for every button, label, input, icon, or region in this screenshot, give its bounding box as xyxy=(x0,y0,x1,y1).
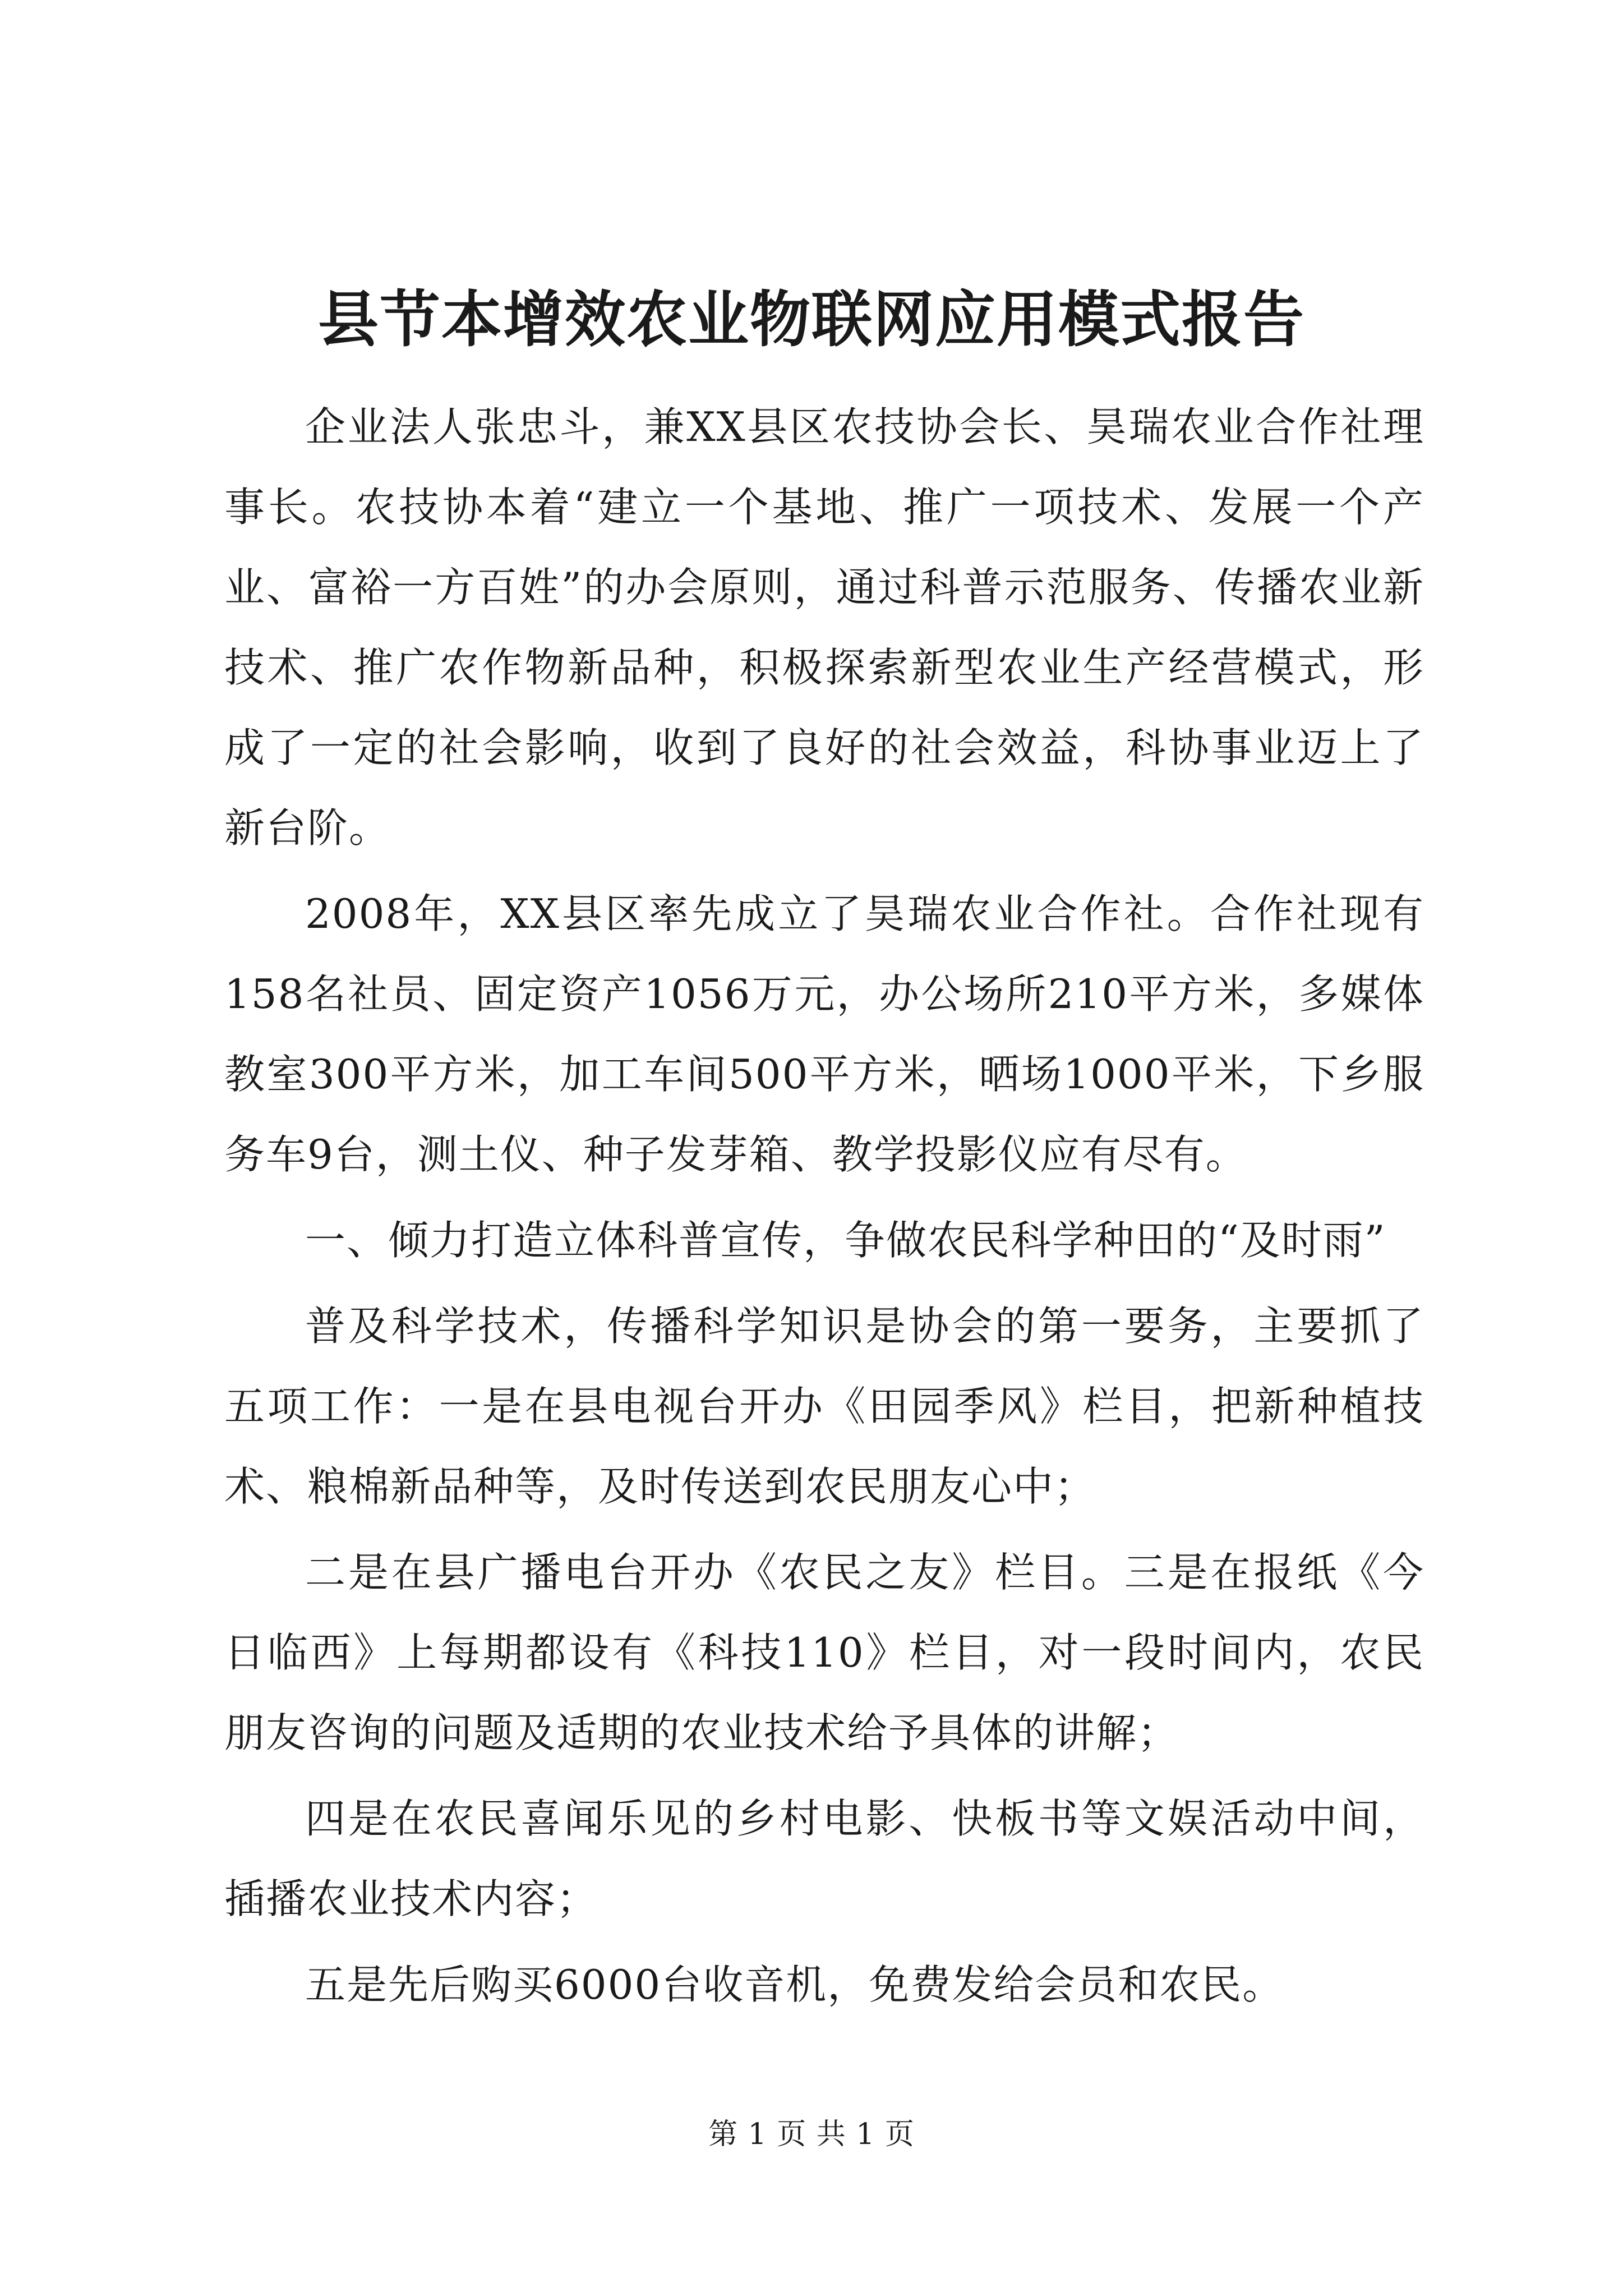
paragraph-6: 五是先后购买6000台收音机，免费发给会员和农民。 xyxy=(305,1961,1284,2008)
document-body xyxy=(224,387,1424,2031)
paragraph-5: 四是在农民喜闻乐见的乡村电影、快板书等文娱活动中间，插播农业技术内容； xyxy=(224,1795,1424,1922)
paragraph-2: 2008年，XX县区率先成立了昊瑞农业合作社。合作社现有158名社员、固定资产1056万元，办公场所210平方米，多媒体教室300平方米，加工车间500平方米，晒场1000平米，下乡服务车9台，测土仪、种子发芽箱、教学投影仪应有尽有。 xyxy=(224,890,1424,1178)
document-title: 县节本增效农业物联网应用模式报告 xyxy=(317,284,1305,355)
paragraph-4: 二是在县广播电台开办《农民之友》栏目。三是在报纸《今日临西》上每期都设有《科技110》栏目，对一段时间内，农民朋友咨询的问题及适期的农业技术给予具体的讲解； xyxy=(224,1549,1424,1756)
paragraph-3: 普及科学技术，传播科学知识是协会的第一要务，主要抓了五项工作：一是在县电视台开办《田园季风》栏目，把新种植技术、粮棉新品种等，及时传送到农民朋友心中； xyxy=(224,1303,1424,1510)
page-number-footer: 第 1 页 共 1 页 xyxy=(708,2118,915,2151)
paragraph-1: 企业法人张忠斗，兼XX县区农技协会长、昊瑞农业合作社理事长。农技协本着“建立一个基地、推广一项技术、发展一个产业、富裕一方百姓”的办会原则，通过科普示范服务、传播农业新技术、推广农作物新品种，积极探索新型农业生产经营模式，形成了一定的社会影响，收到了良好的社会效益，科协事业迈上了新台阶。 xyxy=(224,403,1424,852)
section-heading: 一、倾力打造立体科普宣传，争做农民科学种田的“及时雨” xyxy=(305,1217,1386,1264)
